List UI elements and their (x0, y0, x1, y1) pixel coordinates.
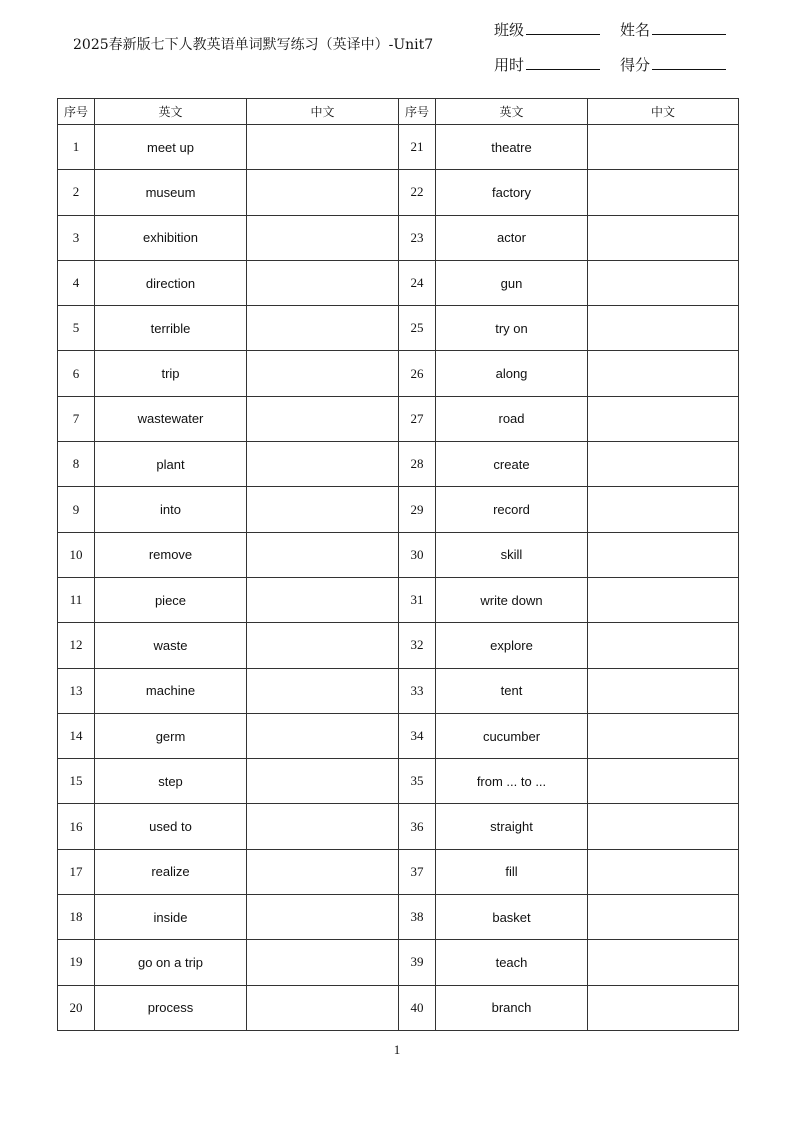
row-number: 6 (58, 351, 95, 396)
english-word: waste (95, 623, 247, 668)
english-word: skill (436, 532, 588, 577)
row-number: 5 (58, 306, 95, 351)
english-word: factory (436, 170, 588, 215)
chinese-answer-cell[interactable] (588, 532, 739, 577)
row-number: 19 (58, 940, 95, 985)
english-word: inside (95, 895, 247, 940)
chinese-answer-cell[interactable] (247, 668, 399, 713)
chinese-answer-cell[interactable] (588, 849, 739, 894)
english-word: theatre (436, 125, 588, 170)
chinese-answer-cell[interactable] (247, 396, 399, 441)
chinese-answer-cell[interactable] (588, 215, 739, 260)
page-number: 1 (393, 1042, 401, 1057)
chinese-answer-cell[interactable] (247, 804, 399, 849)
table-row (58, 668, 739, 713)
row-number: 1 (58, 125, 95, 170)
chinese-answer-cell[interactable] (247, 985, 399, 1030)
table-row (58, 532, 739, 577)
vocabulary-table (57, 98, 739, 1031)
time-label: 用时 (494, 56, 525, 74)
table-row (58, 260, 739, 305)
english-word: try on (436, 306, 588, 351)
chinese-answer-cell[interactable] (588, 985, 739, 1030)
english-word: create (436, 442, 588, 487)
header-number-left: 序号 (58, 99, 95, 125)
english-word: straight (436, 804, 588, 849)
row-number: 9 (58, 487, 95, 532)
score-blank-line[interactable] (652, 55, 726, 70)
table-row (58, 849, 739, 894)
table-row (58, 170, 739, 215)
english-word: teach (436, 940, 588, 985)
class-blank-line[interactable] (526, 20, 600, 35)
english-word: remove (95, 532, 247, 577)
row-number: 3 (58, 215, 95, 260)
table-row (58, 351, 739, 396)
english-word: gun (436, 260, 588, 305)
header-english-right: 英文 (436, 99, 588, 125)
chinese-answer-cell[interactable] (247, 940, 399, 985)
english-word: basket (436, 895, 588, 940)
row-number: 18 (58, 895, 95, 940)
row-number: 24 (399, 260, 436, 305)
row-number: 31 (399, 577, 436, 622)
chinese-answer-cell[interactable] (247, 215, 399, 260)
chinese-answer-cell[interactable] (588, 351, 739, 396)
row-number: 12 (58, 623, 95, 668)
name-label: 姓名 (620, 21, 651, 39)
chinese-answer-cell[interactable] (588, 759, 739, 804)
table-header-row (58, 99, 739, 125)
english-word: machine (95, 668, 247, 713)
chinese-answer-cell[interactable] (247, 306, 399, 351)
table-row (58, 759, 739, 804)
row-number: 17 (58, 849, 95, 894)
chinese-answer-cell[interactable] (588, 260, 739, 305)
table-row (58, 577, 739, 622)
english-word: terrible (95, 306, 247, 351)
chinese-answer-cell[interactable] (247, 577, 399, 622)
english-word: trip (95, 351, 247, 396)
table-row (58, 125, 739, 170)
row-number: 20 (58, 985, 95, 1030)
header-chinese-right: 中文 (588, 99, 739, 125)
chinese-answer-cell[interactable] (588, 577, 739, 622)
english-word: explore (436, 623, 588, 668)
row-number: 7 (58, 396, 95, 441)
chinese-answer-cell[interactable] (247, 532, 399, 577)
row-number: 13 (58, 668, 95, 713)
row-number: 39 (399, 940, 436, 985)
table-row (58, 215, 739, 260)
chinese-answer-cell[interactable] (588, 306, 739, 351)
english-word: from ... to ... (436, 759, 588, 804)
row-number: 22 (399, 170, 436, 215)
english-word: realize (95, 849, 247, 894)
table-row (58, 487, 739, 532)
row-number: 40 (399, 985, 436, 1030)
chinese-answer-cell[interactable] (247, 487, 399, 532)
row-number: 21 (399, 125, 436, 170)
score-field (620, 54, 726, 75)
row-number: 30 (399, 532, 436, 577)
chinese-answer-cell[interactable] (588, 170, 739, 215)
english-word: go on a trip (95, 940, 247, 985)
english-word: plant (95, 442, 247, 487)
row-number: 14 (58, 713, 95, 758)
table-row (58, 306, 739, 351)
chinese-answer-cell[interactable] (588, 713, 739, 758)
row-number: 16 (58, 804, 95, 849)
row-number: 2 (58, 170, 95, 215)
table-row (58, 804, 739, 849)
table-row (58, 623, 739, 668)
table-row (58, 442, 739, 487)
row-number: 10 (58, 532, 95, 577)
english-word: wastewater (95, 396, 247, 441)
row-number: 11 (58, 577, 95, 622)
row-number: 27 (399, 396, 436, 441)
english-word: record (436, 487, 588, 532)
chinese-answer-cell[interactable] (588, 487, 739, 532)
chinese-answer-cell[interactable] (588, 125, 739, 170)
chinese-answer-cell[interactable] (247, 170, 399, 215)
row-number: 26 (399, 351, 436, 396)
class-field (494, 19, 600, 40)
english-word: into (95, 487, 247, 532)
english-word: museum (95, 170, 247, 215)
chinese-answer-cell[interactable] (247, 623, 399, 668)
english-word: branch (436, 985, 588, 1030)
english-word: tent (436, 668, 588, 713)
row-number: 38 (399, 895, 436, 940)
chinese-answer-cell[interactable] (588, 804, 739, 849)
header-english-left: 英文 (95, 99, 247, 125)
chinese-answer-cell[interactable] (588, 895, 739, 940)
english-word: along (436, 351, 588, 396)
row-number: 25 (399, 306, 436, 351)
time-blank-line[interactable] (526, 55, 600, 70)
row-number: 8 (58, 442, 95, 487)
row-number: 29 (399, 487, 436, 532)
class-label: 班级 (494, 21, 525, 39)
english-word: piece (95, 577, 247, 622)
chinese-answer-cell[interactable] (247, 125, 399, 170)
row-number: 32 (399, 623, 436, 668)
chinese-answer-cell[interactable] (247, 260, 399, 305)
table-row (58, 396, 739, 441)
score-label: 得分 (620, 56, 651, 74)
english-word: germ (95, 713, 247, 758)
name-field (620, 19, 726, 40)
english-word: used to (95, 804, 247, 849)
table-row (58, 940, 739, 985)
english-word: exhibition (95, 215, 247, 260)
row-number: 23 (399, 215, 436, 260)
chinese-answer-cell[interactable] (247, 759, 399, 804)
row-number: 37 (399, 849, 436, 894)
row-number: 33 (399, 668, 436, 713)
chinese-answer-cell[interactable] (588, 668, 739, 713)
table-row (58, 985, 739, 1030)
english-word: actor (436, 215, 588, 260)
english-word: meet up (95, 125, 247, 170)
table-row (58, 895, 739, 940)
english-word: process (95, 985, 247, 1030)
english-word: write down (436, 577, 588, 622)
row-number: 4 (58, 260, 95, 305)
chinese-answer-cell[interactable] (588, 623, 739, 668)
chinese-answer-cell[interactable] (247, 713, 399, 758)
row-number: 35 (399, 759, 436, 804)
english-word: cucumber (436, 713, 588, 758)
row-number: 28 (399, 442, 436, 487)
chinese-answer-cell[interactable] (588, 940, 739, 985)
table-row (58, 713, 739, 758)
name-blank-line[interactable] (652, 20, 726, 35)
english-word: road (436, 396, 588, 441)
english-word: step (95, 759, 247, 804)
page-title: 2025春新版七下人教英语单词默写练习（英译中）-Unit7 (73, 37, 434, 53)
row-number: 36 (399, 804, 436, 849)
chinese-answer-cell[interactable] (247, 849, 399, 894)
time-field (494, 54, 600, 75)
chinese-answer-cell[interactable] (247, 351, 399, 396)
chinese-answer-cell[interactable] (588, 442, 739, 487)
english-word: direction (95, 260, 247, 305)
header-chinese-left: 中文 (247, 99, 399, 125)
header-number-right: 序号 (399, 99, 436, 125)
english-word: fill (436, 849, 588, 894)
chinese-answer-cell[interactable] (247, 442, 399, 487)
chinese-answer-cell[interactable] (588, 396, 739, 441)
chinese-answer-cell[interactable] (247, 895, 399, 940)
row-number: 34 (399, 713, 436, 758)
row-number: 15 (58, 759, 95, 804)
